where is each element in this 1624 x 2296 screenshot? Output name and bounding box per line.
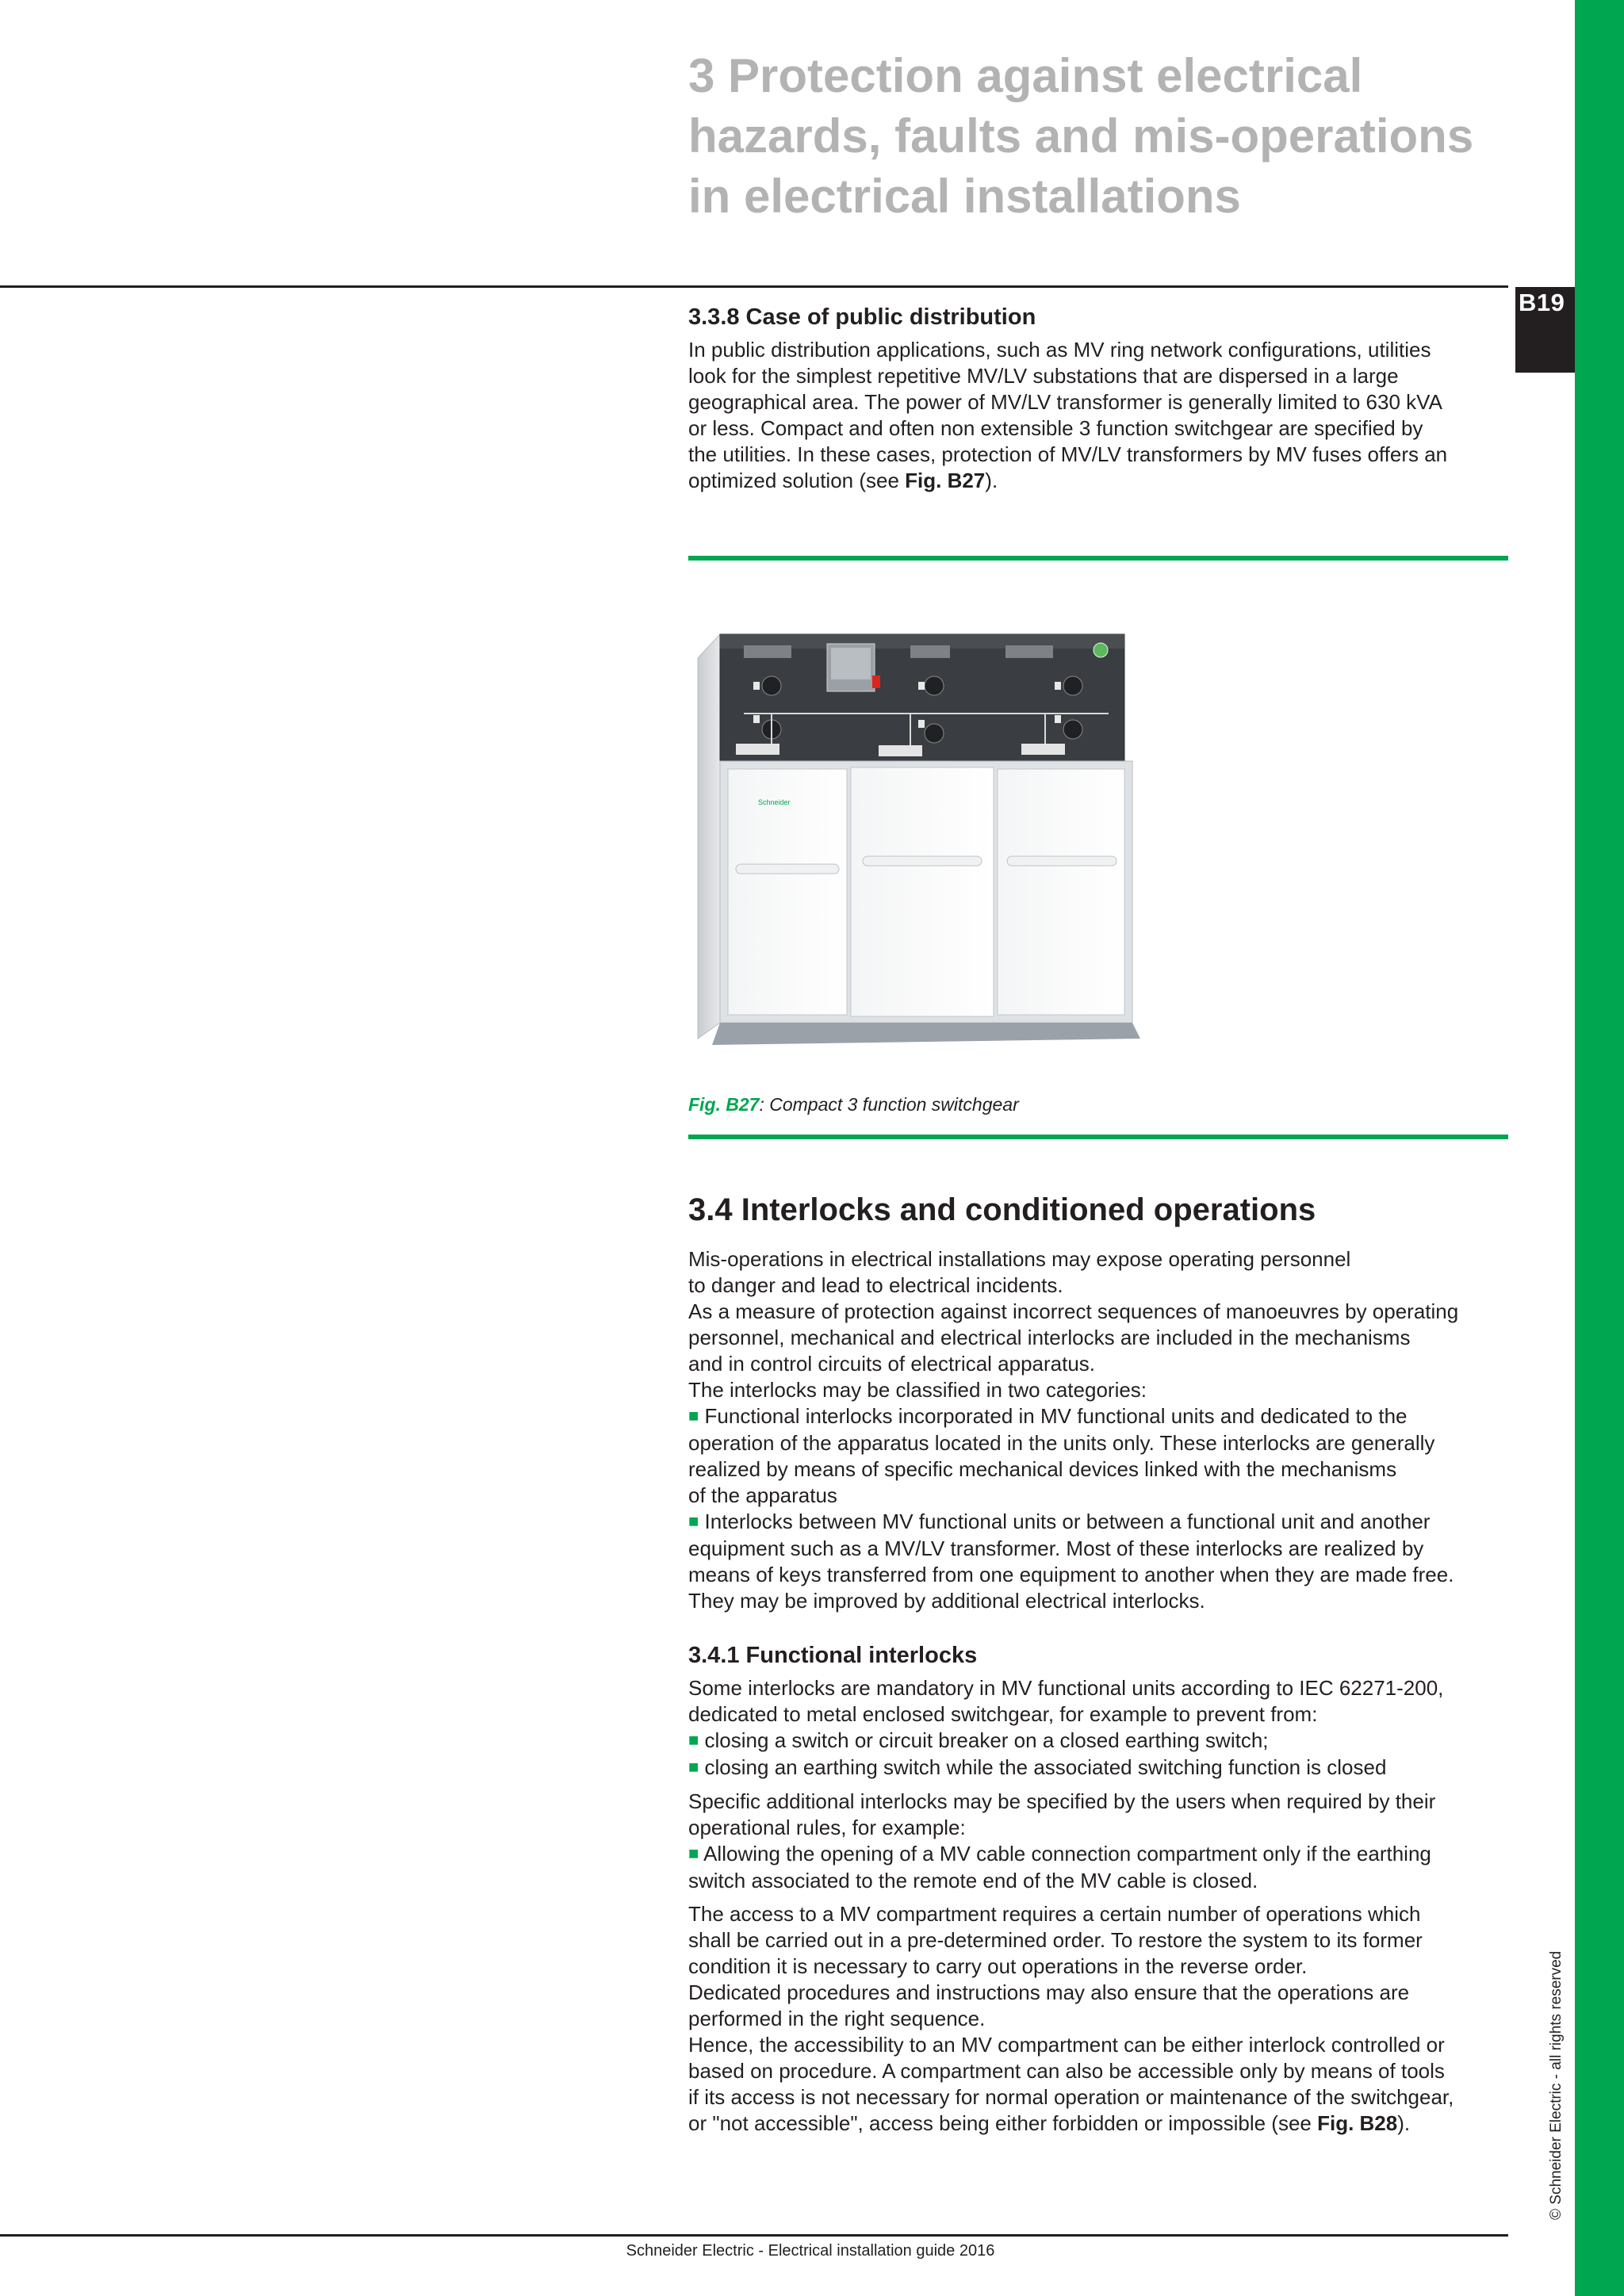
- text-segment: Allowing the opening of a MV cable connection compartment only if the earthing: [703, 1842, 1431, 1866]
- section-body: [688, 337, 1513, 494]
- text-line: look for the simplest repetitive MV/LV substations that are dispersed in a large: [688, 364, 1399, 388]
- page-number-tab: [1515, 287, 1575, 373]
- text-line: [688, 2110, 1513, 2137]
- text-line: As a measure of protection against incorrect sequences of manoeuvres by operating: [688, 1299, 1459, 1323]
- text-line: based on procedure. A compartment can also be accessible only by means of tools: [688, 2059, 1445, 2083]
- text-line: Hence, the accessibility to an MV compartment can be either interlock controlled or: [688, 2033, 1445, 2057]
- brand-logo: Schneider: [758, 798, 791, 806]
- text-line: dedicated to metal enclosed switchgear, for example to prevent from:: [688, 1702, 1318, 1726]
- switchgear-photo: [696, 626, 1148, 1054]
- red-indicator: [872, 675, 880, 688]
- text-segment: or "not accessible", access being either forbidden or impossible (see: [688, 2111, 1318, 2135]
- list-item: [688, 1755, 1513, 1781]
- section-3-4: [688, 1191, 1513, 1614]
- footer-divider: [0, 2234, 1508, 2237]
- text-line: condition it is necessary to carry out operations in the reverse order.: [688, 1954, 1308, 1978]
- text-line: geographical area. The power of MV/LV transformer is generally limited to 630 kVA: [688, 390, 1442, 414]
- text-line: realized by means of specific mechanical devices linked with the mechanisms: [688, 1457, 1397, 1481]
- text-line: if its access is not necessary for normal operation or maintenance of the switchgear,: [688, 2085, 1454, 2109]
- text-line: The interlocks may be classified in two categories:: [688, 1378, 1147, 1402]
- text-line: performed in the right sequence.: [688, 2007, 986, 2030]
- bullet-icon: ■: [688, 1843, 699, 1863]
- page-footer: [0, 2242, 1624, 2260]
- text-line: and in control circuits of electrical apparatus.: [688, 1352, 1096, 1376]
- text-line: of the apparatus: [688, 1483, 837, 1507]
- text-line: shall be carried out in a pre-determined order. To restore the system to its former: [688, 1928, 1423, 1952]
- figure-caption-text: : Compact 3 function switchgear: [759, 1094, 1019, 1115]
- text-segment: closing a switch or circuit breaker on a closed earthing switch;: [704, 1728, 1269, 1752]
- text-segment: optimized solution (see: [688, 469, 906, 492]
- bullet-icon: ■: [688, 1511, 699, 1531]
- text-line: operational rules, for example:: [688, 1816, 966, 1839]
- copyright-notice: © Schneider Electric - all rights reserved: [1548, 1950, 1565, 2220]
- text-line: [688, 468, 1513, 494]
- status-indicator: [1094, 643, 1108, 657]
- bullet-icon: ■: [688, 1757, 699, 1777]
- figure-bottom-rule: [688, 1135, 1508, 1139]
- bullet-icon: ■: [688, 1406, 699, 1425]
- list-item: [688, 1841, 1513, 1868]
- text-segment: Functional interlocks incorporated in MV functional units and dedicated to the: [704, 1404, 1408, 1428]
- text-line: Mis-operations in electrical installations may expose operating personnel: [688, 1247, 1351, 1271]
- text-line: personnel, mechanical and electrical interlocks are included in the mechanisms: [688, 1326, 1411, 1349]
- header-divider: [0, 285, 1508, 288]
- text-line: They may be improved by additional electrical interlocks.: [688, 1589, 1205, 1613]
- chapter-title-line: in electrical installations: [688, 170, 1241, 223]
- figure-caption: [688, 1094, 1019, 1115]
- section-heading: 3.4.1 Functional interlocks: [688, 1643, 978, 1668]
- figure-reference: Fig. B27: [905, 469, 986, 492]
- text-line: switch associated to the remote end of the MV cable is closed.: [688, 1869, 1258, 1892]
- text-line: Dedicated procedures and instructions may also ensure that the operations are: [688, 1980, 1410, 2004]
- text-segment: ).: [985, 469, 998, 492]
- list-item: [688, 1509, 1513, 1536]
- cabinet-base: [712, 1023, 1140, 1045]
- text-line: equipment such as a MV/LV transformer. Most of these interlocks are realized by: [688, 1536, 1424, 1560]
- section-body: [688, 1675, 1513, 2137]
- list-item: [688, 1728, 1513, 1755]
- section-3-3-8: [688, 303, 1513, 494]
- cabinet-side-panel: [698, 634, 720, 1039]
- text-segment: closing an earthing switch while the associated switching function is closed: [704, 1755, 1387, 1779]
- text-segment: ).: [1397, 2111, 1411, 2135]
- section-body: [688, 1246, 1513, 1614]
- section-3-4-1: [688, 1641, 1513, 2137]
- text-line: or less. Compact and often non extensible 3 function switchgear are specified by: [688, 416, 1423, 440]
- footer-label: Schneider Electric - Electrical installation guide 2016: [626, 2242, 995, 2260]
- door-handle: [736, 864, 839, 874]
- side-accent-bar: [1575, 0, 1624, 2296]
- section-heading: 3.4 Interlocks and conditioned operations: [688, 1192, 1316, 1227]
- figure-reference: Fig. B28: [1317, 2111, 1398, 2135]
- text-line: operation of the apparatus located in the units only. These interlocks are generally: [688, 1431, 1435, 1455]
- section-heading: 3.3.8 Case of public distribution: [688, 304, 1036, 330]
- chapter-title-line: hazards, faults and mis-operations: [688, 109, 1474, 163]
- figure-caption-ref: Fig. B27: [688, 1094, 760, 1115]
- bullet-icon: ■: [688, 1730, 699, 1750]
- text-segment: Interlocks between MV functional units or between a functional unit and another: [704, 1510, 1431, 1533]
- cabinet-door-right: [998, 769, 1124, 1015]
- text-line: In public distribution applications, such as MV ring network configurations, utilities: [688, 338, 1431, 362]
- cabinet-door-center: [851, 767, 994, 1016]
- text-line: to danger and lead to electrical incidents.: [688, 1273, 1063, 1297]
- list-item: [688, 1403, 1513, 1430]
- door-handle: [863, 856, 982, 866]
- text-line: Specific additional interlocks may be specified by the users when required by their: [688, 1789, 1436, 1813]
- chapter-title-line: 3 Protection against electrical: [688, 49, 1363, 102]
- text-line: means of keys transferred from one equipment to another when they are made free.: [688, 1563, 1454, 1586]
- text-line: the utilities. In these cases, protection of MV/LV transformers by MV fuses offers an: [688, 442, 1448, 466]
- page-number: B19: [1519, 289, 1565, 316]
- chapter-title: [688, 46, 1561, 227]
- door-handle: [1007, 856, 1116, 866]
- figure-top-rule: [688, 556, 1508, 561]
- text-line: Some interlocks are mandatory in MV functional units according to IEC 62271-200,: [688, 1676, 1444, 1700]
- text-line: The access to a MV compartment requires a certain number of operations which: [688, 1902, 1421, 1926]
